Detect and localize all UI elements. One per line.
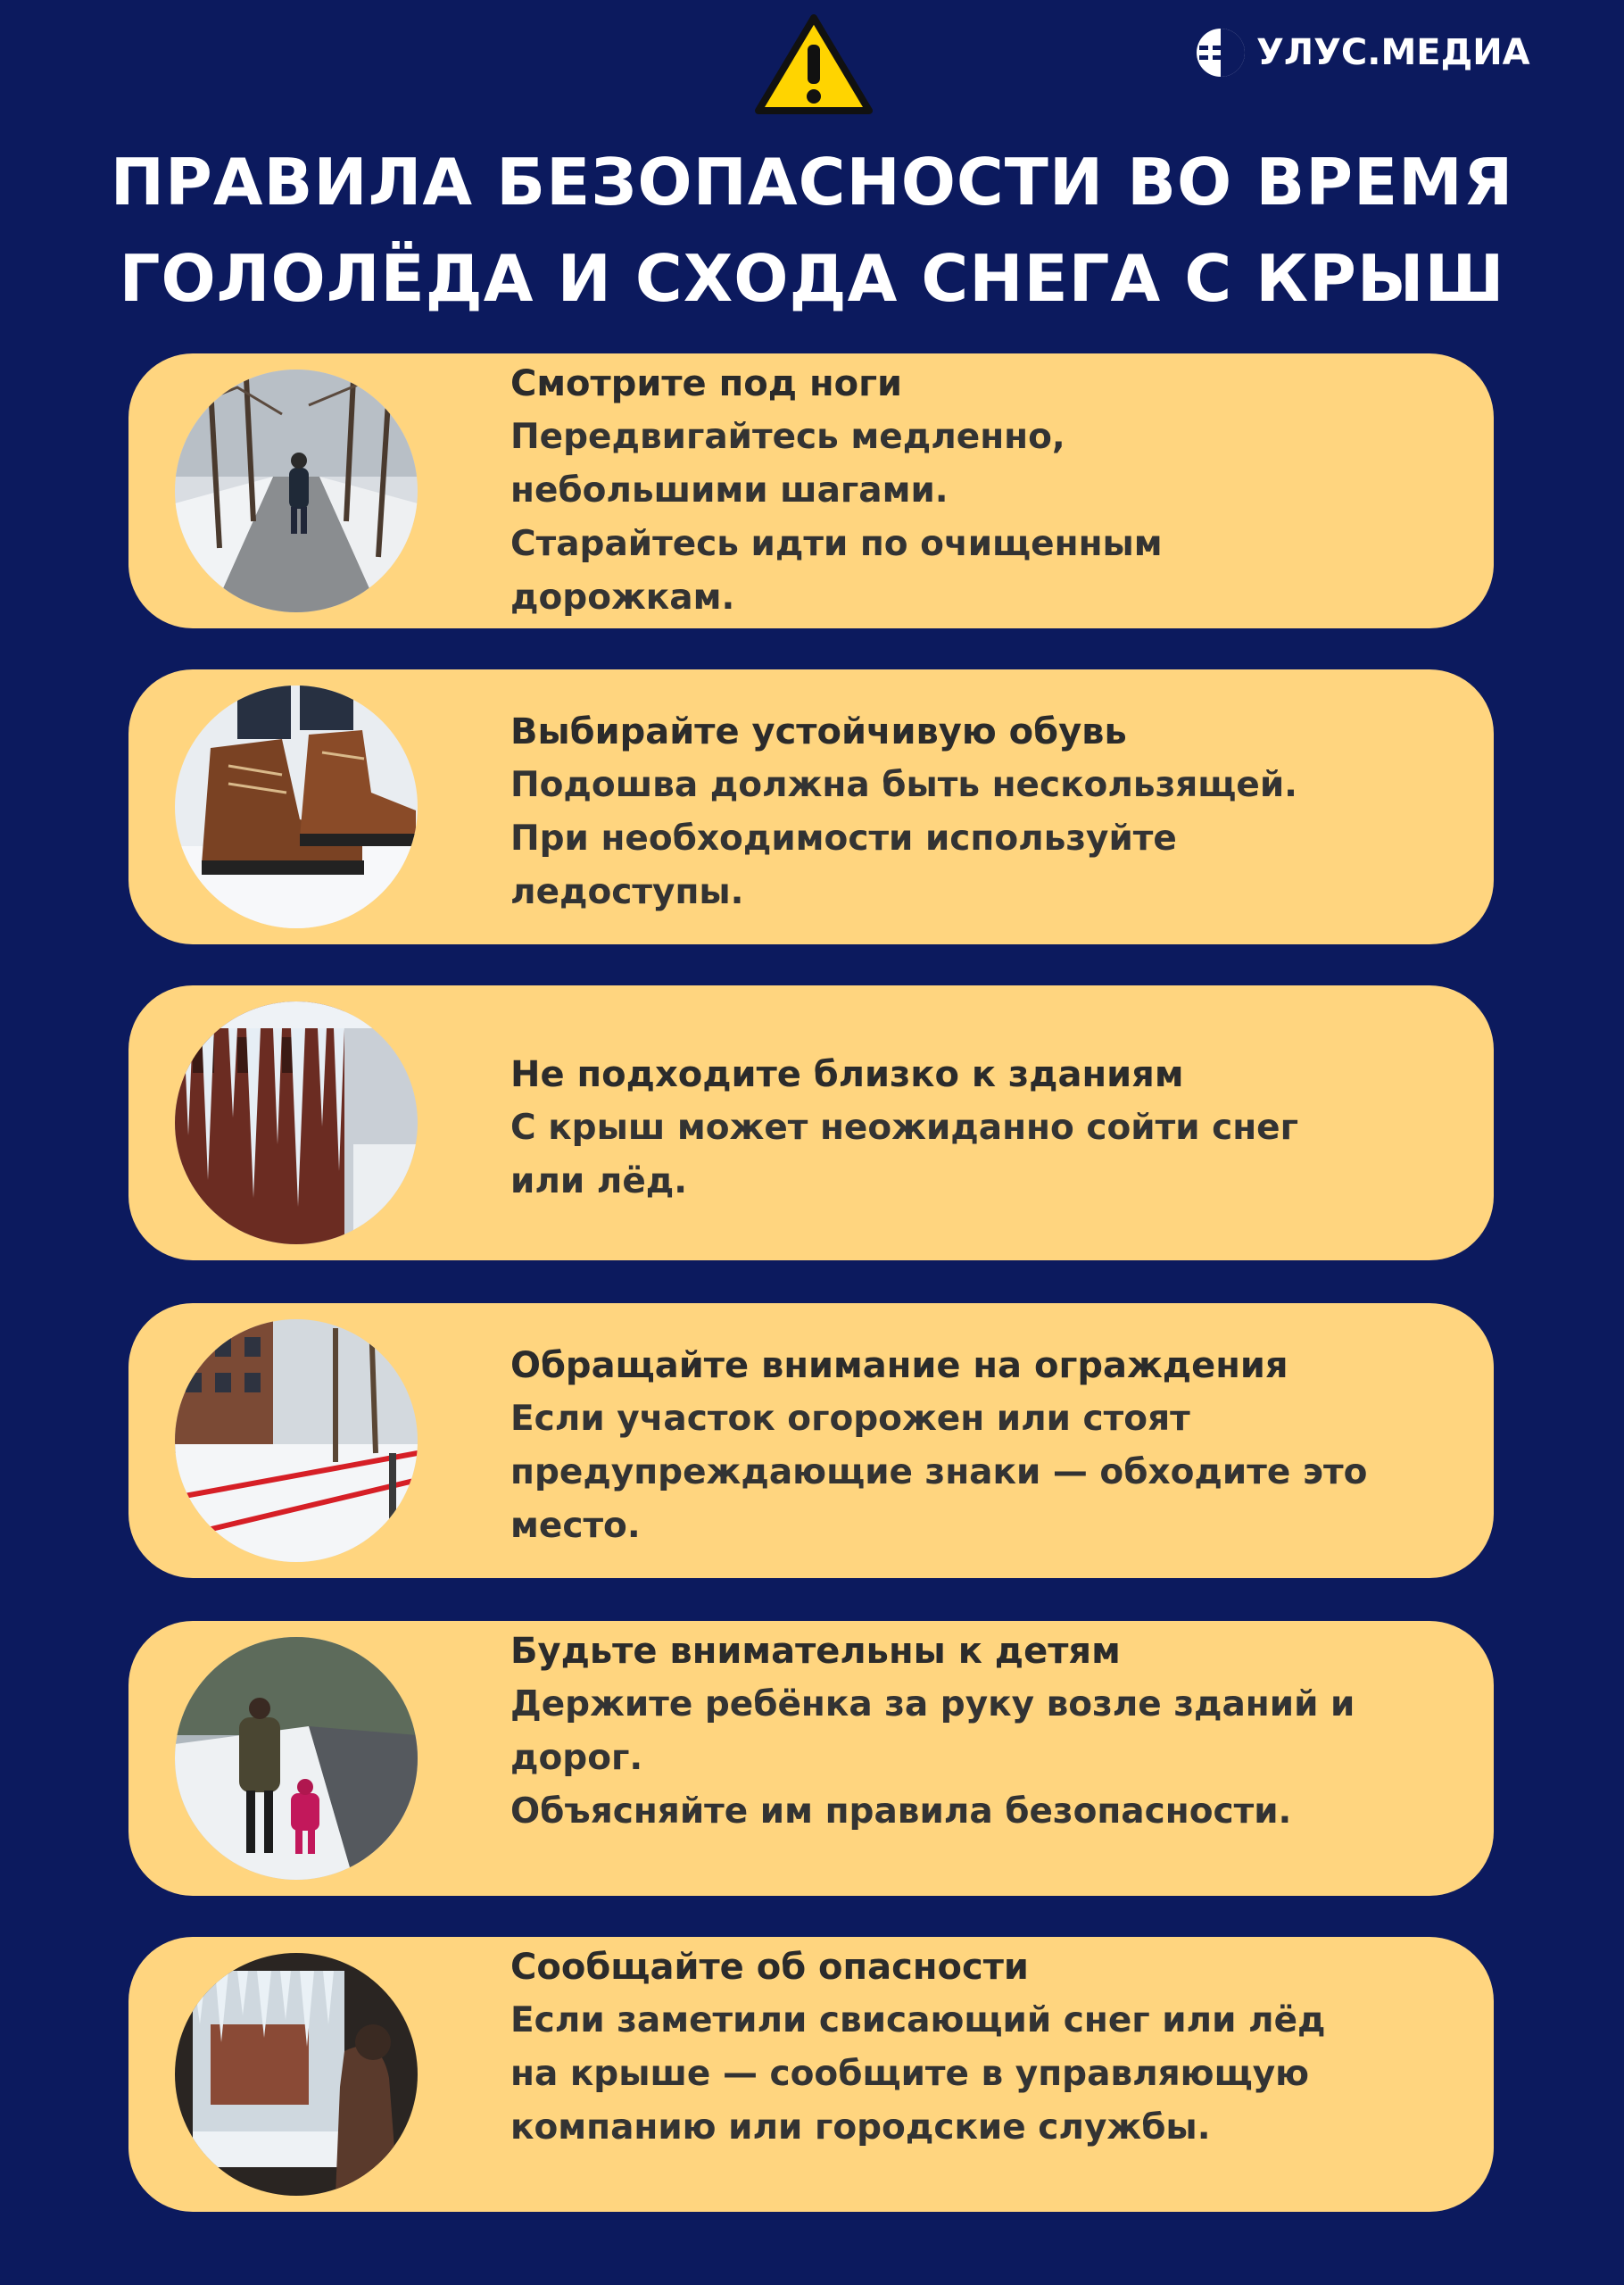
tip-line: дорожкам. xyxy=(510,577,735,618)
tip-line: Объясняйте им правила безопасности. xyxy=(510,1791,1292,1832)
woman-phone-window-photo xyxy=(175,1953,418,2196)
tip-line: Старайтесь идти по очищенным xyxy=(510,524,1163,564)
tip-line: небольшими шагами. xyxy=(510,470,949,511)
tip-heading: Не подходите близко к зданиям xyxy=(510,1054,1184,1095)
tip-heading: Сообщайте об опасности xyxy=(510,1947,1029,1988)
tip-text-block xyxy=(510,705,1458,919)
tip-line: С крыш может неожиданно сойти снег xyxy=(510,1108,1299,1148)
tip-text-block xyxy=(510,1940,1458,2155)
tip-line: Если участок огорожен или стоят xyxy=(510,1399,1190,1439)
winter-boots-photo xyxy=(175,686,418,928)
tip-line: Если заметили свисающий снег или лёд xyxy=(510,2000,1326,2040)
title-line-1: ПРАВИЛА БЕЗОПАСНОСТИ ВО ВРЕМЯ xyxy=(110,145,1514,220)
mother-child-walk-photo xyxy=(175,1637,418,1880)
tip-heading: Смотрите под ноги xyxy=(510,363,903,404)
tip-line: Подошва должна быть нескользящей. xyxy=(510,765,1297,805)
fenced-area-photo xyxy=(175,1319,418,1562)
tip-text-block xyxy=(510,1048,1458,1209)
tip-line: дорог. xyxy=(510,1738,643,1778)
tip-text-block xyxy=(510,1624,1458,1839)
tip-heading: Выбирайте устойчивую обувь xyxy=(510,711,1127,752)
tip-card-buildings xyxy=(128,985,1494,1260)
tip-text-block xyxy=(510,357,1458,625)
tip-line: компанию или городские службы. xyxy=(510,2107,1211,2148)
tip-line: Держите ребёнка за руку возле зданий и xyxy=(510,1684,1355,1724)
tip-line: При необходимости используйте xyxy=(510,818,1177,859)
ulus-media-logo[interactable] xyxy=(1194,25,1530,80)
tip-line: место. xyxy=(510,1506,641,1546)
tip-card-watch-step xyxy=(128,353,1494,628)
tip-text-block xyxy=(510,1339,1458,1553)
tip-heading: Обращайте внимание на ограждения xyxy=(510,1345,1288,1386)
logo-text: УЛУС.МЕДИА xyxy=(1256,32,1530,73)
tip-line: предупреждающие знаки — обходите это xyxy=(510,1452,1368,1492)
tip-card-footwear xyxy=(128,669,1494,944)
snowy-path-walker-photo xyxy=(175,370,418,612)
tip-card-report-danger xyxy=(128,1937,1494,2212)
tip-heading: Будьте внимательны к детям xyxy=(510,1631,1121,1672)
icicles-building-photo xyxy=(175,1001,418,1244)
tip-line: Передвигайтесь медленно, xyxy=(510,417,1065,457)
warning-triangle-icon xyxy=(751,11,876,118)
tip-line: на крыше — сообщите в управляющую xyxy=(510,2054,1310,2094)
tip-card-fences xyxy=(128,1303,1494,1578)
tip-line: или лёд. xyxy=(510,1161,688,1201)
page-title xyxy=(54,134,1570,327)
tip-card-children xyxy=(128,1621,1494,1896)
ulus-media-logo-icon xyxy=(1194,26,1247,79)
tip-line: ледоступы. xyxy=(510,872,744,912)
title-line-2: ГОЛОЛЁДА И СХОДА СНЕГА С КРЫШ xyxy=(119,241,1505,316)
